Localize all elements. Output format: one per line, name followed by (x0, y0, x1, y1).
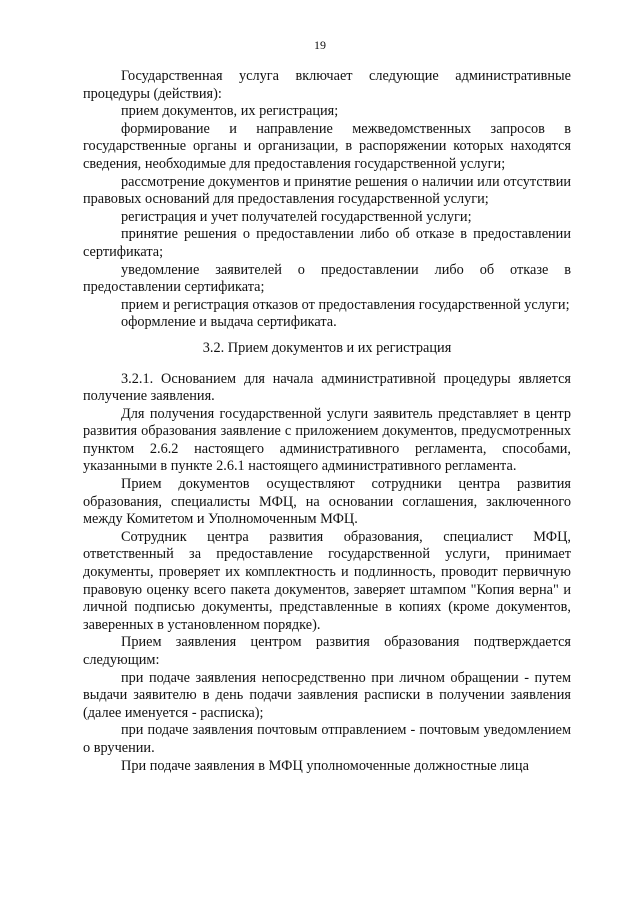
paragraph-procedure-item: формирование и направление межведомственных запросов в государственные органы и организации, в распоряжении которых находятся сведения, необходимые для предоставления государственной услуги; (83, 120, 571, 172)
paragraph-procedure-item: регистрация и учет получателей государственной услуги; (121, 208, 472, 225)
paragraph-body: Прием документов осуществляют сотрудники центра развития образования, специалисты МФЦ, на основании соглашения, заключенного между Комитетом и Уполномоченным МФЦ. (83, 476, 571, 528)
paragraph-procedures-intro: Государственная услуга включает следующие административные процедуры (действия): (83, 68, 571, 102)
paragraph-body: при подаче заявления почтовым отправлением - почтовым уведомлением о вручении. (83, 722, 571, 756)
paragraph-body: Прием заявления центром развития образования подтверждается следующим: (83, 634, 571, 668)
paragraph-procedure-item: уведомление заявителей о предоставлении либо об отказе в предоставлении сертификата; (83, 261, 571, 296)
document-body (83, 68, 571, 775)
paragraph-procedure-item: прием и регистрация отказов от предоставления государственной услуги; (121, 296, 570, 313)
paragraph-body: Сотрудник центра развития образования, специалист МФЦ, ответственный за предоставление государственной услуги, принимает документы, проверяет их комплектность и подлинность, проводит первичную правовую оценку всего пакета документов, заверяет штампом "Копия верна" и личной подписью документы, представленные в копиях (кроме документов, заверенных в установленном порядке). (83, 528, 571, 633)
page-number: 19 (314, 38, 326, 52)
paragraph-procedure-item: оформление и выдача сертификата. (121, 314, 337, 331)
paragraph-body: Для получения государственной услуги заявитель представляет в центр развития образования заявление с приложением документов, предусмотренных пунктом 2.6.2 настоящего административного регламента, способами, указанными в пункте 2.6.1 настоящего административного регламента. (83, 405, 571, 475)
paragraph-basis: 3.2.1. Основанием для начала административной процедуры является получение заявления. (83, 370, 571, 405)
paragraph-body: при подаче заявления непосредственно при личном обращении - путем выдачи заявителю в день подачи заявления расписки в получении заявления (далее именуется - расписка); (83, 669, 571, 721)
paragraph-body: При подаче заявления в МФЦ уполномоченные должностные лица (121, 757, 529, 774)
section-heading: 3.2. Прием документов и их регистрация (202, 339, 452, 356)
paragraph-procedure-item: рассмотрение документов и принятие решения о наличии или отсутствии правовых оснований для предоставления государственной услуги; (83, 173, 571, 208)
paragraph-procedure-item: прием документов, их регистрация; (121, 103, 339, 120)
paragraph-procedure-item: принятие решения о предоставлении либо об отказе в предоставлении сертификата; (83, 226, 571, 260)
